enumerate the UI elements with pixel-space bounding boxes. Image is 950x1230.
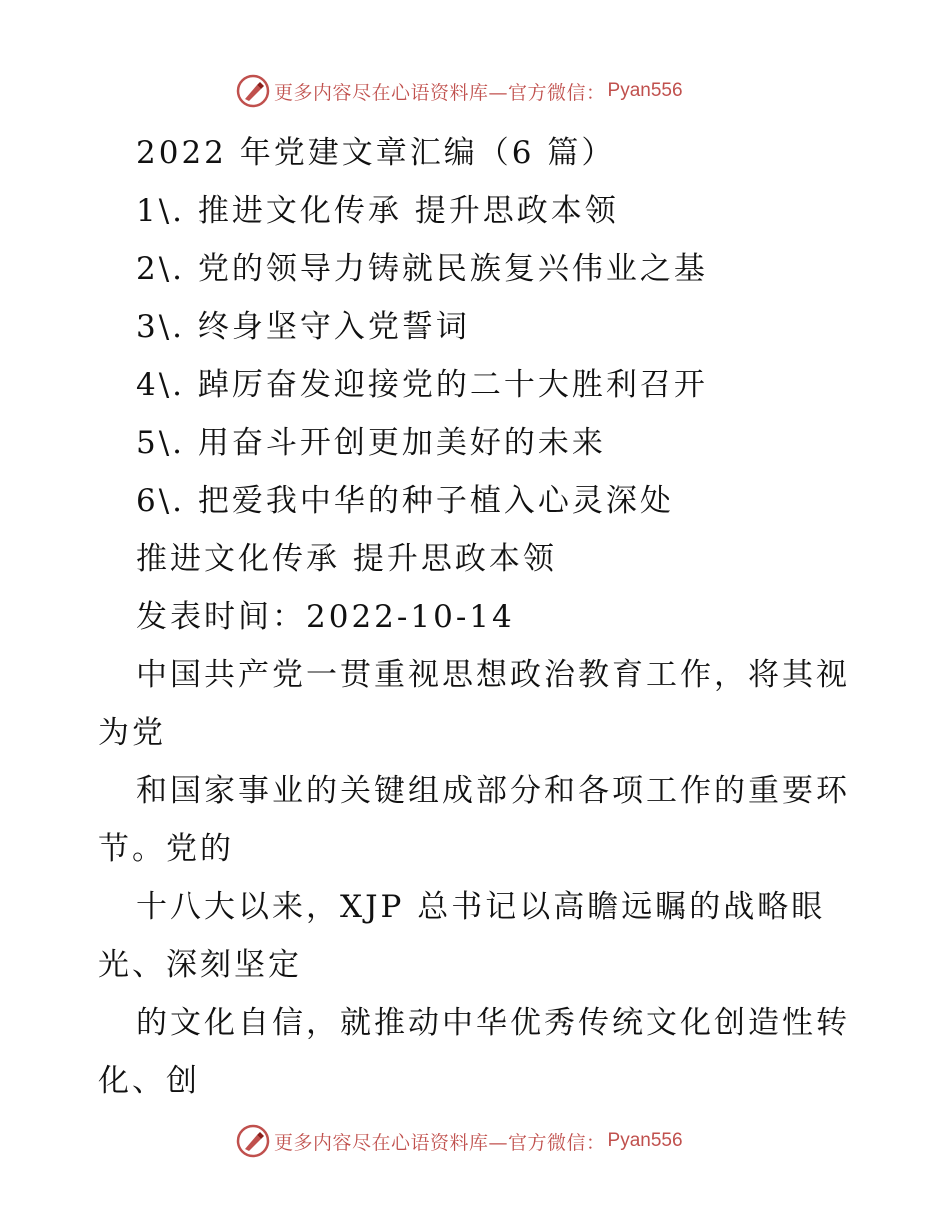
toc-item: 1\. 推进文化传承 提升思政本领 [136, 193, 619, 229]
toc-item: 5\. 用奋斗开创更加美好的未来 [136, 425, 606, 461]
pen-logo-icon [236, 74, 270, 108]
watermark-text: 更多内容尽在心语资料库—官方微信： [274, 1131, 606, 1154]
header-watermark [236, 74, 683, 108]
paragraph-line: 为党 [98, 715, 166, 751]
watermark-text: 更多内容尽在心语资料库—官方微信： [274, 81, 606, 104]
paragraph [98, 878, 858, 994]
toc-item: 2\. 党的领导力铸就民族复兴伟业之基 [136, 251, 708, 287]
footer-watermark [236, 1124, 683, 1158]
paragraph-line: 节。党的 [98, 831, 234, 867]
paragraph-line: 的文化自信，就推动中华优秀传统文化创造性转 [136, 1005, 850, 1041]
paragraph-line: 和国家事业的关键组成部分和各项工作的重要环 [136, 773, 850, 809]
article-title: 推进文化传承 提升思政本领 [136, 541, 557, 577]
watermark-id: Pyan556 [607, 80, 683, 101]
paragraph-line: 化、创 [98, 1063, 200, 1099]
paragraph-line: 光、深刻坚定 [98, 947, 302, 983]
paragraph [98, 994, 858, 1110]
paragraph-line: 十八大以来，XJP 总书记以高瞻远瞩的战略眼 [136, 889, 826, 925]
paragraph [98, 646, 858, 762]
paragraph-line: 中国共产党一贯重视思想政治教育工作，将其视 [136, 657, 850, 693]
toc-item: 6\. 把爱我中华的种子植入心灵深处 [136, 483, 674, 519]
toc-item: 3\. 终身坚守入党誓词 [136, 309, 470, 345]
watermark-id: Pyan556 [607, 1130, 683, 1151]
publish-date: 发表时间：2022-10-14 [136, 599, 515, 635]
toc-item: 4\. 踔厉奋发迎接党的二十大胜利召开 [136, 367, 708, 403]
collection-title: 2022 年党建文章汇编（6 篇） [136, 135, 616, 171]
document-body [98, 124, 858, 1110]
paragraph [98, 762, 858, 878]
pen-logo-icon [236, 1124, 270, 1158]
